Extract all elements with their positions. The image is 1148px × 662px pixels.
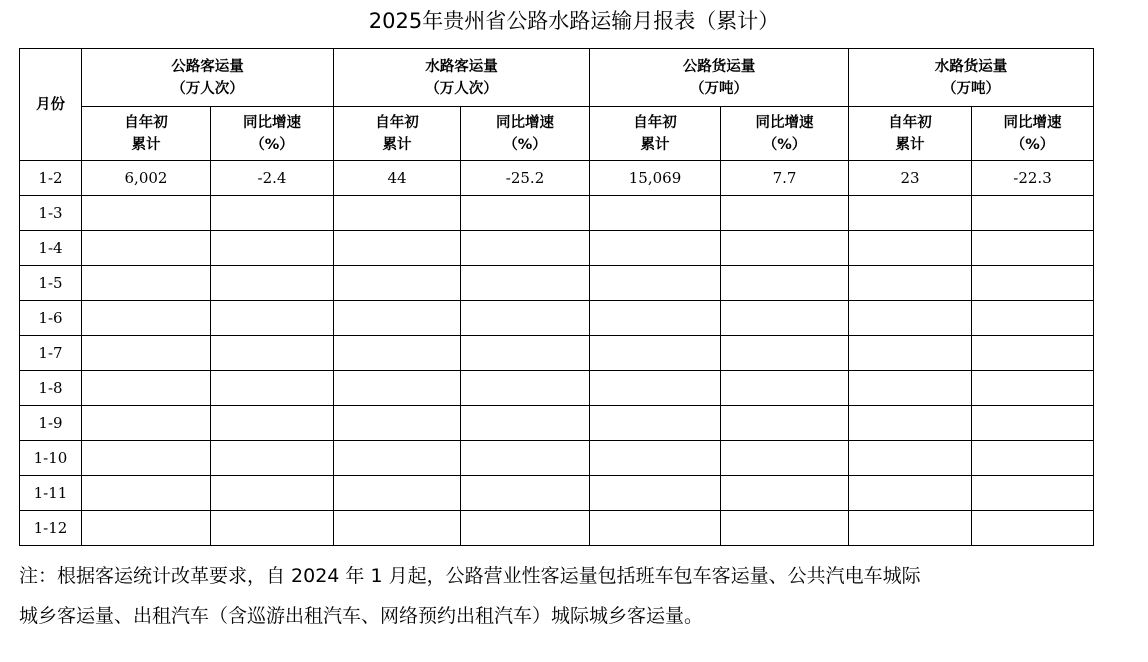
footnote-line: 城乡客运量、出租汽车（含巡游出租汽车、网络预约出租汽车）城际城乡客运量。 <box>19 605 704 627</box>
group-header-waterway-freight: 水路货运量 （万吨） <box>849 49 1094 107</box>
table-cell <box>721 231 849 266</box>
table-cell <box>211 301 334 336</box>
sub-header-cumulative: 自年初 累计 <box>82 107 211 161</box>
sub-header-growth: 同比增速 （%） <box>461 107 590 161</box>
table-cell <box>461 336 590 371</box>
table-cell <box>334 511 461 546</box>
month-cell: 1-7 <box>20 336 82 371</box>
table-cell: -25.2 <box>461 161 590 196</box>
table-cell <box>334 336 461 371</box>
table-cell <box>721 371 849 406</box>
table-cell <box>211 231 334 266</box>
table-cell <box>82 441 211 476</box>
table-cell <box>590 441 721 476</box>
month-cell: 1-6 <box>20 301 82 336</box>
table-row <box>20 441 1094 476</box>
table-cell <box>461 476 590 511</box>
table-cell <box>211 511 334 546</box>
group-header-road-passenger: 公路客运量 （万人次） <box>82 49 334 107</box>
table-cell <box>334 441 461 476</box>
table-cell <box>849 336 972 371</box>
sub-header-cumulative: 自年初 累计 <box>849 107 972 161</box>
table-cell <box>590 266 721 301</box>
table-cell <box>211 476 334 511</box>
table-cell <box>590 196 721 231</box>
table-row <box>20 406 1094 441</box>
table-cell <box>211 336 334 371</box>
table-cell <box>590 371 721 406</box>
table-cell <box>590 406 721 441</box>
table-cell <box>849 266 972 301</box>
table-cell <box>82 231 211 266</box>
table-cell: 44 <box>334 161 461 196</box>
table-cell <box>334 266 461 301</box>
table-cell <box>590 301 721 336</box>
sub-header-growth: 同比增速 （%） <box>721 107 849 161</box>
table-cell <box>461 511 590 546</box>
table-cell <box>82 301 211 336</box>
table-cell <box>461 441 590 476</box>
table-cell <box>82 476 211 511</box>
table-cell <box>721 301 849 336</box>
footnote-line: 注：根据客运统计改革要求，自 2024 年 1 月起，公路营业性客运量包括班车包车客运量、公共汽电车城际 <box>19 565 921 587</box>
table-cell <box>849 301 972 336</box>
table-row <box>20 476 1094 511</box>
table-cell <box>721 441 849 476</box>
table-cell <box>461 266 590 301</box>
month-cell: 1-5 <box>20 266 82 301</box>
table-cell <box>211 441 334 476</box>
sub-header-cumulative: 自年初 累计 <box>334 107 461 161</box>
table-cell <box>972 476 1094 511</box>
table-cell: 7.7 <box>721 161 849 196</box>
month-cell: 1-10 <box>20 441 82 476</box>
month-cell: 1-2 <box>20 161 82 196</box>
table-cell <box>721 476 849 511</box>
table-cell <box>972 511 1094 546</box>
table-cell: -22.3 <box>972 161 1094 196</box>
report-title: 2025年贵州省公路水路运输月报表（累计） <box>368 9 780 33</box>
table-row <box>20 336 1094 371</box>
sub-header-growth: 同比增速 （%） <box>211 107 334 161</box>
table-row <box>20 371 1094 406</box>
table-cell <box>972 231 1094 266</box>
group-header-road-freight: 公路货运量 （万吨） <box>590 49 849 107</box>
month-cell: 1-3 <box>20 196 82 231</box>
sub-header-growth: 同比增速 （%） <box>972 107 1094 161</box>
table-cell <box>849 371 972 406</box>
table-cell <box>849 441 972 476</box>
table-cell <box>590 511 721 546</box>
table-cell <box>972 301 1094 336</box>
table-cell <box>461 406 590 441</box>
table-cell <box>590 336 721 371</box>
table-row <box>20 161 1094 196</box>
table-cell <box>972 441 1094 476</box>
table-cell: -2.4 <box>211 161 334 196</box>
table-cell <box>461 371 590 406</box>
table-cell <box>972 266 1094 301</box>
table-cell <box>721 336 849 371</box>
table-cell <box>334 301 461 336</box>
table-cell: 23 <box>849 161 972 196</box>
table-cell <box>82 266 211 301</box>
table-cell <box>461 196 590 231</box>
table-cell <box>849 196 972 231</box>
table-cell <box>849 406 972 441</box>
table-cell: 6,002 <box>82 161 211 196</box>
table-cell <box>211 406 334 441</box>
table-row <box>20 511 1094 546</box>
group-header-waterway-passenger: 水路客运量 （万人次） <box>334 49 590 107</box>
table-cell <box>82 336 211 371</box>
month-cell: 1-4 <box>20 231 82 266</box>
table-cell <box>334 476 461 511</box>
table-cell <box>590 476 721 511</box>
month-column-header: 月份 <box>20 49 82 161</box>
table-cell <box>211 196 334 231</box>
table-cell <box>334 231 461 266</box>
table-cell <box>849 511 972 546</box>
transport-report-table <box>19 48 1094 546</box>
table-cell <box>82 196 211 231</box>
table-cell <box>82 511 211 546</box>
table-cell: 15,069 <box>590 161 721 196</box>
table-cell <box>334 371 461 406</box>
month-cell: 1-9 <box>20 406 82 441</box>
table-cell <box>334 406 461 441</box>
table-cell <box>82 406 211 441</box>
table-row <box>20 231 1094 266</box>
table-row <box>20 266 1094 301</box>
table-cell <box>82 371 211 406</box>
table-row <box>20 301 1094 336</box>
table-cell <box>211 266 334 301</box>
table-cell <box>461 301 590 336</box>
table-row <box>20 196 1094 231</box>
table-cell <box>721 266 849 301</box>
table-cell <box>461 231 590 266</box>
footnote <box>19 556 1139 636</box>
table-cell <box>334 196 461 231</box>
table-cell <box>721 511 849 546</box>
table-cell <box>972 336 1094 371</box>
month-cell: 1-12 <box>20 511 82 546</box>
table-cell <box>849 476 972 511</box>
table-cell <box>721 406 849 441</box>
table-cell <box>972 196 1094 231</box>
sub-header-cumulative: 自年初 累计 <box>590 107 721 161</box>
month-cell: 1-11 <box>20 476 82 511</box>
table-cell <box>590 231 721 266</box>
month-cell: 1-8 <box>20 371 82 406</box>
table-cell <box>972 371 1094 406</box>
table-cell <box>721 196 849 231</box>
table-cell <box>849 231 972 266</box>
table-cell <box>972 406 1094 441</box>
table-cell <box>211 371 334 406</box>
